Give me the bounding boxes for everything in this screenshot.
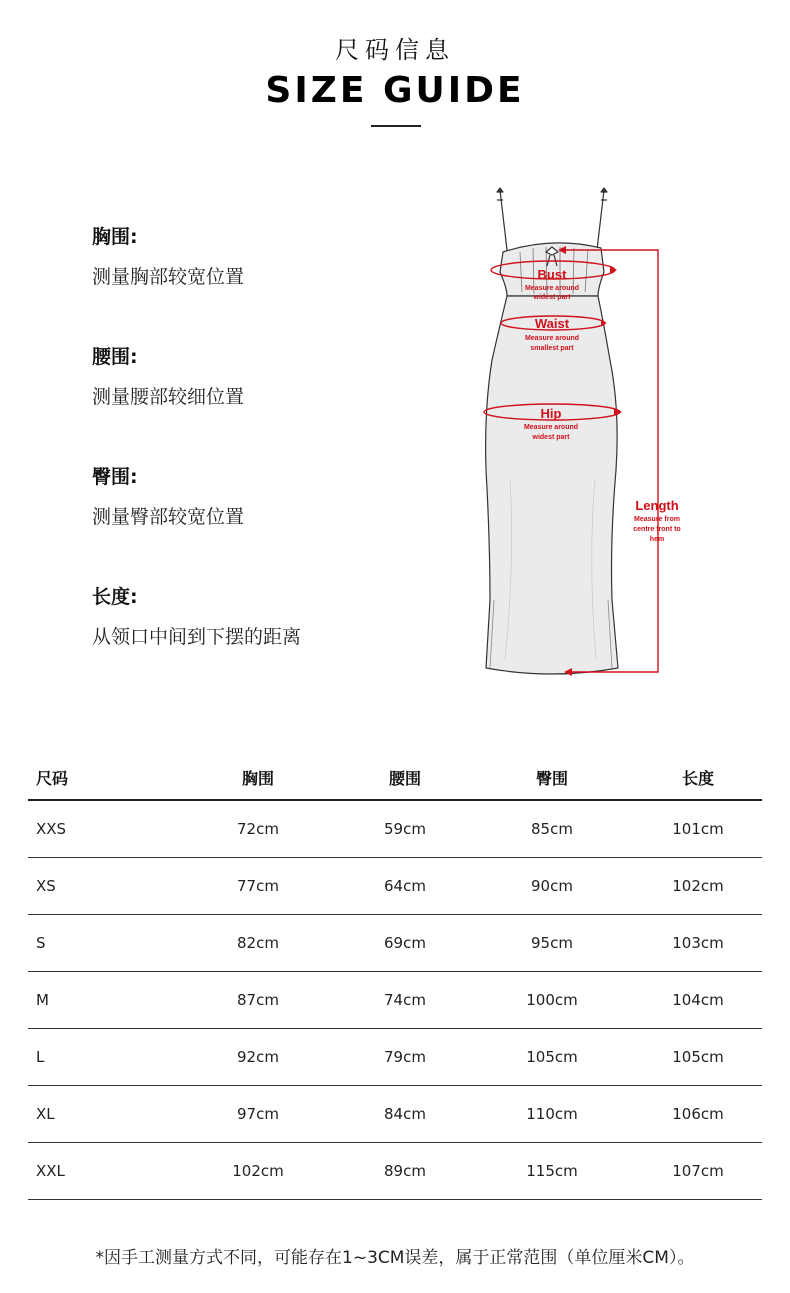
measure-bust-desc: 测量胸部较宽位置 [92, 266, 245, 288]
measure-hip-label: 臀围: [92, 466, 138, 488]
cell-size: XS [36, 877, 56, 895]
cell-waist: 79cm [384, 1048, 426, 1066]
cell-hip: 110cm [526, 1105, 578, 1123]
cell-length: 104cm [672, 991, 724, 1009]
cell-waist: 69cm [384, 934, 426, 952]
page-title-cn: 尺码信息 [335, 36, 455, 64]
hip-title: Hip [540, 406, 562, 421]
length-line3: hem [649, 536, 665, 543]
measure-length-label: 长度: [92, 586, 138, 608]
header-hip: 臀围 [535, 768, 568, 788]
cell-size: L [36, 1048, 45, 1066]
bust-title: Bust [537, 267, 567, 282]
page-title-en: SIZE GUIDE [265, 70, 525, 111]
cell-hip: 95cm [531, 934, 573, 952]
measure-length-desc: 从领口中间到下摆的距离 [92, 626, 302, 648]
header-bust: 胸围 [241, 768, 274, 788]
cell-hip: 105cm [526, 1048, 578, 1066]
cell-length: 102cm [672, 877, 724, 895]
measure-bust-label: 胸围: [92, 226, 138, 248]
bust-line2: widest part [533, 294, 571, 301]
cell-hip: 115cm [526, 1162, 578, 1180]
cell-bust: 97cm [237, 1105, 279, 1123]
hip-line1: Measure around [523, 424, 579, 431]
table-header [28, 755, 762, 801]
title-divider [371, 125, 421, 127]
bust-line1: Measure around [524, 285, 580, 292]
cell-length: 101cm [672, 820, 724, 838]
cell-size: M [36, 991, 49, 1009]
length-line2: centre front to [633, 526, 681, 533]
dress-diagram [470, 180, 700, 680]
cell-waist: 64cm [384, 877, 426, 895]
cell-size: XXL [36, 1162, 65, 1180]
waist-title: Waist [534, 316, 570, 331]
table-row [28, 1143, 762, 1200]
cell-waist: 74cm [384, 991, 426, 1009]
table-row [28, 858, 762, 915]
header-waist: 腰围 [388, 768, 421, 788]
waist-line1: Measure around [524, 335, 580, 342]
cell-bust: 77cm [237, 877, 279, 895]
measure-length [92, 582, 301, 649]
table-row [28, 972, 762, 1029]
cell-length: 106cm [672, 1105, 724, 1123]
cell-hip: 100cm [526, 991, 578, 1009]
cell-length: 105cm [672, 1048, 724, 1066]
measure-waist-desc: 测量腰部较细位置 [92, 386, 245, 408]
measure-bust [92, 222, 244, 289]
table-row [28, 1029, 762, 1086]
hip-line2: widest part [532, 434, 570, 441]
cell-bust: 87cm [237, 991, 279, 1009]
footnote: *因手工测量方式不同，可能存在1~3CM误差，属于正常范围（单位厘米CM）。 [95, 1248, 695, 1268]
cell-bust: 92cm [237, 1048, 279, 1066]
measure-hip [92, 462, 244, 529]
cell-length: 107cm [672, 1162, 724, 1180]
measure-waist [92, 342, 244, 409]
table-row [28, 1086, 762, 1143]
cell-size: S [36, 934, 46, 952]
table-row [28, 915, 762, 972]
cell-waist: 84cm [384, 1105, 426, 1123]
cell-waist: 59cm [384, 820, 426, 838]
cell-hip: 90cm [531, 877, 573, 895]
table-row [28, 801, 762, 858]
size-table [28, 755, 762, 1200]
measure-waist-label: 腰围: [92, 346, 138, 368]
header-size: 尺码 [36, 768, 69, 788]
cell-size: XL [36, 1105, 55, 1123]
waist-line2: smallest part [530, 345, 574, 352]
header-length: 长度 [681, 768, 714, 788]
cell-size: XXS [36, 820, 67, 838]
cell-bust: 82cm [237, 934, 279, 952]
cell-bust: 72cm [237, 820, 279, 838]
length-line1: Measure from [634, 516, 680, 523]
cell-waist: 89cm [384, 1162, 426, 1180]
cell-length: 103cm [672, 934, 724, 952]
length-title: Length [635, 498, 679, 513]
cell-bust: 102cm [232, 1162, 284, 1180]
measure-hip-desc: 测量臀部较宽位置 [92, 506, 245, 528]
cell-hip: 85cm [531, 820, 573, 838]
